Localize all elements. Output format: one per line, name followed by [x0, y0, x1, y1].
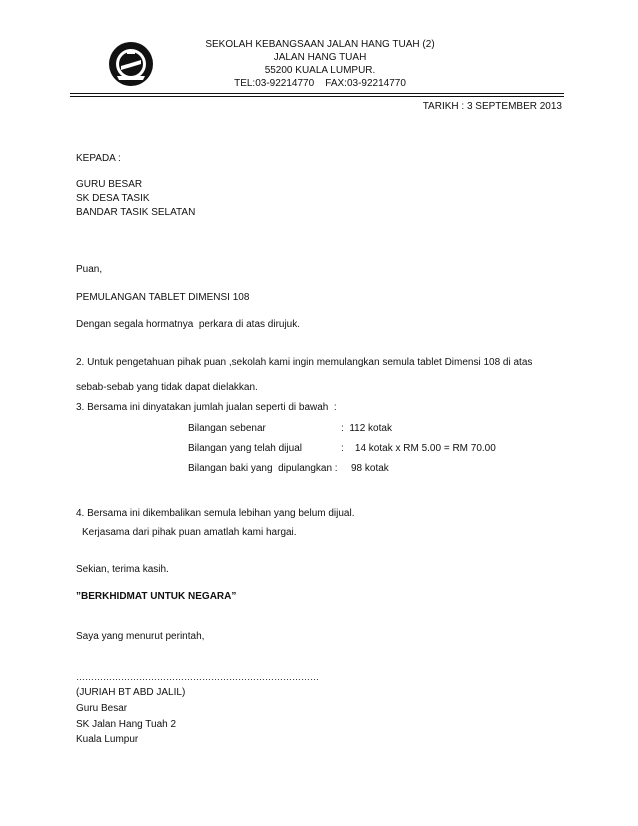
school-street: JALAN HANG TUAH — [273, 52, 367, 63]
subject-line: PEMULANGAN TABLET DIMENSI 108 — [76, 292, 250, 303]
sales-label-1: Bilangan sebenar — [188, 423, 266, 434]
recipient-line-1: GURU BESAR — [76, 179, 143, 190]
signatory-school: SK Jalan Hang Tuah 2 — [76, 719, 177, 730]
signatory-name: (JURIAH BT ABD JALIL) — [76, 687, 186, 698]
thanks-line: Kerjasama dari pihak puan amatlah kami hargai. — [82, 527, 297, 538]
opening-paragraph: Dengan segala hormatnya perkara di atas dirujuk. — [76, 319, 301, 330]
paragraph-2-line-1: 2. Untuk pengetahuan pihak puan ,sekolah kami ingin memulangkan semula tablet Dimensi 108 di atas — [76, 357, 533, 368]
recipient-line-2: SK DESA TASIK — [76, 193, 150, 204]
paragraph-4: 4. Bersama ini dikembalikan semula lebihan yang belum dijual. — [76, 508, 355, 519]
header-divider-thin — [70, 96, 564, 97]
recipient-line-3: BANDAR TASIK SELATAN — [76, 207, 196, 218]
signatory-city: Kuala Lumpur — [76, 734, 139, 745]
letter-date: TARIKH : 3 SEPTEMBER 2013 — [422, 101, 562, 112]
signature-line: ……………………………………………………………………… — [76, 672, 319, 682]
closing-line: Sekian, terima kasih. — [76, 564, 169, 575]
letterhead — [195, 38, 445, 90]
sales-label-2: Bilangan yang telah dijual — [188, 443, 302, 454]
header-divider-thick — [70, 93, 564, 94]
signatory-title: Guru Besar — [76, 703, 128, 714]
motto: ”BERKHIDMAT UNTUK NEGARA” — [76, 591, 237, 602]
school-city: 55200 KUALA LUMPUR. — [264, 65, 376, 76]
recipient-label: KEPADA : — [76, 153, 121, 164]
paragraph-3: 3. Bersama ini dinyatakan jumlah jualan seperti di bawah : — [76, 402, 337, 413]
sales-value-2: : 14 kotak x RM 5.00 = RM 70.00 — [341, 443, 496, 454]
paragraph-2-line-2: sebab-sebab yang tidak dapat dielakkan. — [76, 382, 258, 393]
school-crest-icon — [107, 40, 155, 88]
yours-faithfully: Saya yang menurut perintah, — [76, 631, 205, 642]
school-contact: TEL:03-92214770 FAX:03-92214770 — [234, 78, 406, 89]
sales-label-3: Bilangan baki yang dipulangkan : — [188, 463, 338, 474]
sales-value-1: : 112 kotak — [341, 423, 392, 434]
salutation: Puan, — [76, 264, 103, 275]
sales-value-3: 98 kotak — [351, 463, 389, 474]
school-name: SEKOLAH KEBANGSAAN JALAN HANG TUAH (2) — [205, 39, 435, 50]
